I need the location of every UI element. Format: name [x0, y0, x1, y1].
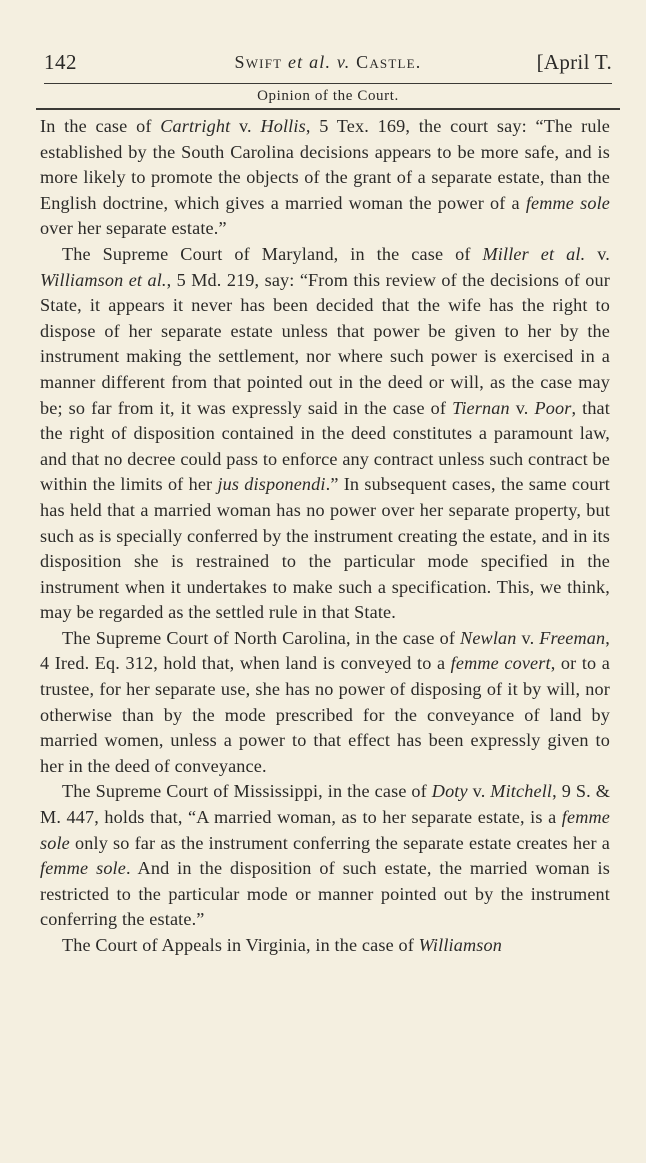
text-run: over her separate estate.”	[40, 218, 227, 239]
italic-text: Newlan	[460, 627, 517, 648]
italic-text: Tiernan	[452, 397, 510, 418]
text-run: The Supreme Court of Maryland, in the case of	[62, 243, 483, 264]
text-run: . And in the disposition of such estate, the married woman is restricted to the particular mode or manner pointed out by the instrument conferring the estate.”	[40, 858, 610, 930]
italic-text: Doty	[431, 781, 468, 802]
italic-text: Miller et al.	[482, 243, 586, 264]
running-title-part: et al. v.	[287, 52, 351, 72]
text-run: only so far as the instrument conferring the separate estate creates her a	[69, 832, 610, 853]
paragraph	[40, 114, 610, 242]
running-title-part: Swift	[234, 52, 288, 72]
text-run: v.	[516, 627, 540, 648]
paragraph	[40, 242, 610, 626]
italic-text: Williamson et al.	[40, 269, 167, 290]
italic-text: Hollis	[260, 116, 306, 136]
text-run: , 5 Tex. 169, the court say: “The rule established by the South Carolina decisions appears to be more safe, and is more likely to promote the objects of the grant of a separate estate, than the English doctrine, which gives a married woman the power of a	[40, 116, 611, 213]
text-run: v.	[467, 781, 491, 802]
text-run: , or to a trustee, for her separate use, she has no power of disposing of it by will, nor otherwise than by the mode prescribed for the conveyance of land by married women, unless a power to that effect has been expressly given to her in the deed of conveyance.	[40, 653, 610, 776]
paragraph	[40, 779, 610, 933]
italic-text: Mitchell	[490, 781, 553, 802]
italic-text: Williamson	[418, 935, 502, 955]
text-run: The Supreme Court of Mississippi, in the case of	[62, 781, 432, 802]
text-run: , 9 S. & M. 447, holds that, “A married woman, as to her separate estate, is a	[40, 781, 610, 828]
subhead-rule	[36, 108, 620, 110]
section-subhead: Opinion of the Court.	[257, 88, 399, 104]
text-run: v.	[585, 243, 610, 264]
italic-text: Freeman	[539, 627, 606, 648]
text-run: The Court of Appeals in Virginia, in the case of	[62, 935, 419, 955]
italic-text: femme sole	[525, 192, 610, 213]
text-run: , 5 Md. 219, say: “From this review of the decisions of our State, it appears it never has been decided that the wife has the right to dispose of her separate estate unless that power be given to her by the instrument making the settlement, nor where such power is exercised in a manner different from that pointed out in the deed or will, as the case may be; so far from it, it was expressly said in the case of	[40, 269, 610, 418]
text-run: .” In subsequent cases, the same court has held that a married woman has no power over her separate property, but such as is specially conferred by the instrument creating the estate, and in its disposition she is restrained to the particular mode specified in the instrument when it undertakes to make such a specification. This, we think, may be regarded as the settled rule in that State.	[40, 474, 610, 623]
running-title-part: Castle.	[350, 52, 422, 72]
italic-text: Cartright	[160, 116, 231, 136]
italic-text: femme sole	[40, 807, 610, 853]
text-run: , 4 Ired. Eq. 312, hold that, when land is conveyed to a	[40, 627, 610, 674]
paragraph	[40, 933, 610, 959]
paragraph	[40, 626, 610, 780]
running-title	[44, 52, 612, 73]
text-run: v.	[230, 116, 261, 136]
italic-text: femme sole	[40, 858, 126, 879]
text-run: v.	[509, 397, 535, 418]
italic-text: Poor	[534, 397, 572, 418]
header-rule	[44, 83, 612, 84]
italic-text: femme covert	[450, 653, 551, 674]
page-number: 142	[44, 50, 77, 74]
text-run: The Supreme Court of North Carolina, in the case of	[62, 627, 461, 648]
opinion-body	[40, 114, 610, 959]
italic-text: jus disponendi	[217, 474, 326, 495]
text-run: In the case of	[40, 116, 161, 136]
term-label: [April T.	[536, 50, 612, 74]
running-header	[44, 50, 612, 80]
text-run: , that the right of disposition contained in the deed constitutes a paramount law, and that no decree could pass to enforce any contract unless such contract be within the limits of her	[40, 397, 610, 495]
